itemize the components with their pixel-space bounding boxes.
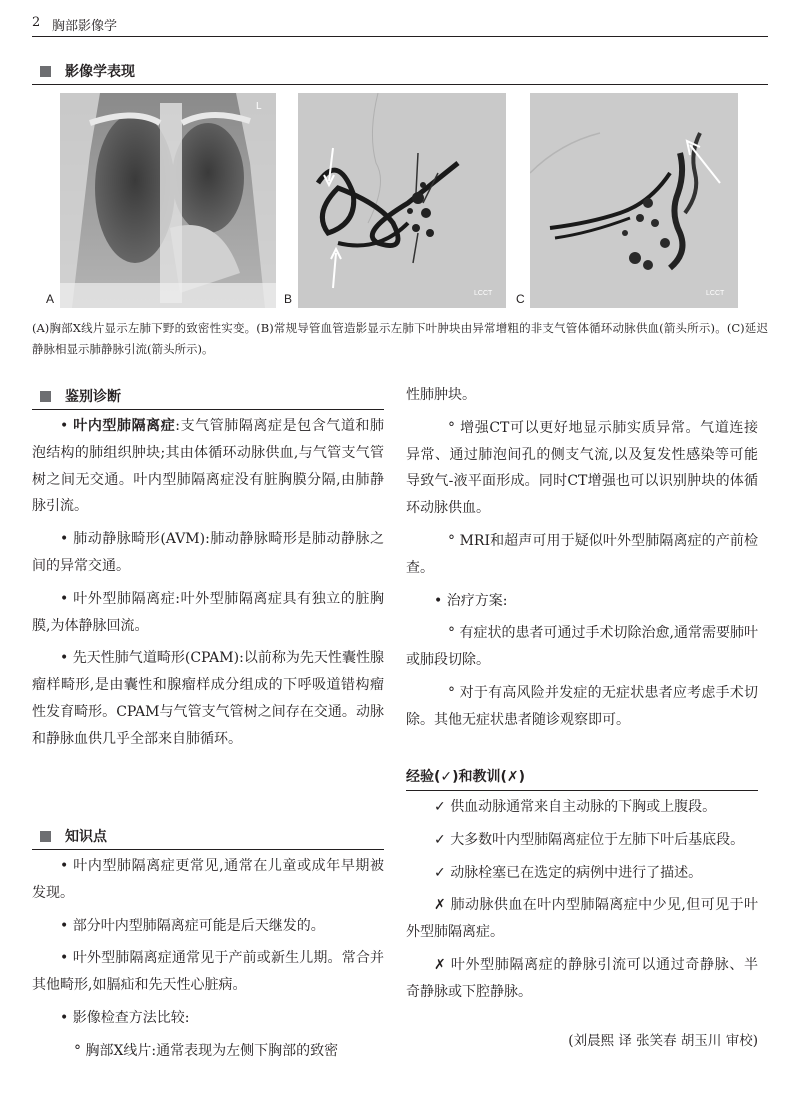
section-rule xyxy=(32,409,384,410)
figure-label-b: B xyxy=(284,292,293,306)
diff-dx-item: • 叶内型肺隔离症:支气管肺隔离症是包含气道和肺泡结构的肺组织肿块;其由体循环动脉供血,与气管支气管树之间无交通。叶内型肺隔离症没有脏胸膜分隔,由肺静脉引流。 xyxy=(32,418,384,515)
knowledge-subitem: ° 胸部X线片:通常表现为左侧下胸部的致密 xyxy=(74,1042,339,1059)
treatment-subitem: ° 有症状的患者可通过手术切除治愈,通常需要肺叶或肺段切除。 xyxy=(406,625,759,669)
lesson-item: ✗ 叶外型肺隔离症的静脉引流可以通过奇静脉、半奇静脉或下腔静脉。 xyxy=(406,956,758,1000)
diff-dx-item: • 先天性肺气道畸形(CPAM):以前称为先天性囊性腺瘤样畸形,是由囊性和腺瘤样成分组成的下呼吸道错构瘤性发育畸形。CPAM与气管支气管树之间存在交通。动脉和静脉血供几乎全部来自肺循环。 xyxy=(32,650,384,747)
knowledge-body xyxy=(32,853,384,1071)
section-rule xyxy=(406,790,758,791)
lessons-body xyxy=(406,794,758,1012)
knowledge-item: • 部分叶内型肺隔离症可能是后天继发的。 xyxy=(60,917,325,934)
book-title: 胸部影像学 xyxy=(52,19,118,34)
page-number: 2 xyxy=(32,15,41,30)
lesson-item: ✓ 动脉栓塞已在选定的病例中进行了描述。 xyxy=(434,864,703,881)
knowledge-item: • 叶内型肺隔离症更常见,通常在儿童或成年早期被发现。 xyxy=(32,858,384,901)
mri-subitem: ° MRI和超声可用于疑似叶外型肺隔离症的产前检查。 xyxy=(406,532,759,576)
right-column-body xyxy=(406,382,758,740)
watermark-c: LCCT xyxy=(706,290,725,297)
treatment-title: • 治疗方案: xyxy=(434,592,508,609)
diff-dx-body xyxy=(32,413,384,759)
section-square-icon xyxy=(40,831,51,842)
lessons-heading: 经验(✓)和教训(✗) xyxy=(406,769,526,785)
figure-label-c: C xyxy=(516,292,525,306)
figure-caption: (A)胸部X线片显示左肺下野的致密性实变。(B)常规导管血管造影显示左肺下叶肿块由异常增粗的非支气管体循环动脉供血(箭头所示)。(C)延迟静脉相显示肺静脉引流(箭头所示)。 xyxy=(32,321,768,356)
figure-b-angiogram xyxy=(284,93,506,308)
ct-subitem: ° 增强CT可以更好地显示肺实质异常。气道连接异常、通过肺泡间孔的侧支气流,以及复发性感染等可能导致气-液平面形成。同时CT增强也可以识别肿块的体循环动脉供血。 xyxy=(406,419,758,517)
imaging-section-heading: 影像学表现 xyxy=(40,61,135,81)
diff-dx-heading: 鉴别诊断 xyxy=(40,386,121,406)
knowledge-heading: 知识点 xyxy=(40,826,107,846)
section-square-icon xyxy=(40,66,51,77)
lesson-item: ✗ 肺动脉供血在叶内型肺隔离症中少见,但可见于叶外型肺隔离症。 xyxy=(406,897,759,941)
check-icon: ✓ xyxy=(434,864,446,881)
chest-xray-image xyxy=(60,93,276,308)
watermark-b: LCCT xyxy=(474,290,493,297)
section-rule xyxy=(32,84,768,85)
knowledge-item: • 影像检查方法比较: xyxy=(60,1009,190,1026)
laterality-marker: L xyxy=(256,101,262,112)
angiogram-image xyxy=(298,93,506,308)
lesson-item: ✓ 供血动脉通常来自主动脉的下胸或上腹段。 xyxy=(434,799,717,815)
diff-dx-item: • 肺动静脉畸形(AVM):肺动静脉畸形是肺动静脉之间的异常交通。 xyxy=(32,531,384,574)
treatment-subitem: ° 对于有高风险并发症的无症状患者应考虑手术切除。其他无症状患者随诊观察即可。 xyxy=(406,684,759,728)
translator-signature: (刘晨熙 译 张笑春 胡玉川 审校) xyxy=(568,1033,758,1049)
running-header xyxy=(32,10,768,37)
cross-icon: ✗ xyxy=(434,897,446,914)
figure-label-a: A xyxy=(46,292,55,306)
check-icon: ✓ xyxy=(434,831,446,848)
diff-dx-item: • 叶外型肺隔离症:叶外型肺隔离症具有独立的脏胸膜,为体静脉回流。 xyxy=(32,590,384,634)
knowledge-item: • 叶外型肺隔离症通常见于产前或新生儿期。常合并其他畸形,如膈疝和先天性心脏病。 xyxy=(32,950,384,994)
venous-phase-image xyxy=(530,93,738,308)
figure-c-venous-phase xyxy=(516,93,738,308)
section-square-icon xyxy=(40,391,51,402)
figure-a-chest-xray xyxy=(46,93,276,308)
section-rule xyxy=(32,849,384,850)
cross-icon: ✗ xyxy=(434,956,446,973)
lesson-item: ✓ 大多数叶内型肺隔离症位于左肺下叶后基底段。 xyxy=(434,831,745,848)
continuation-text: 性肺肿块。 xyxy=(406,387,476,403)
check-icon: ✓ xyxy=(434,799,446,815)
